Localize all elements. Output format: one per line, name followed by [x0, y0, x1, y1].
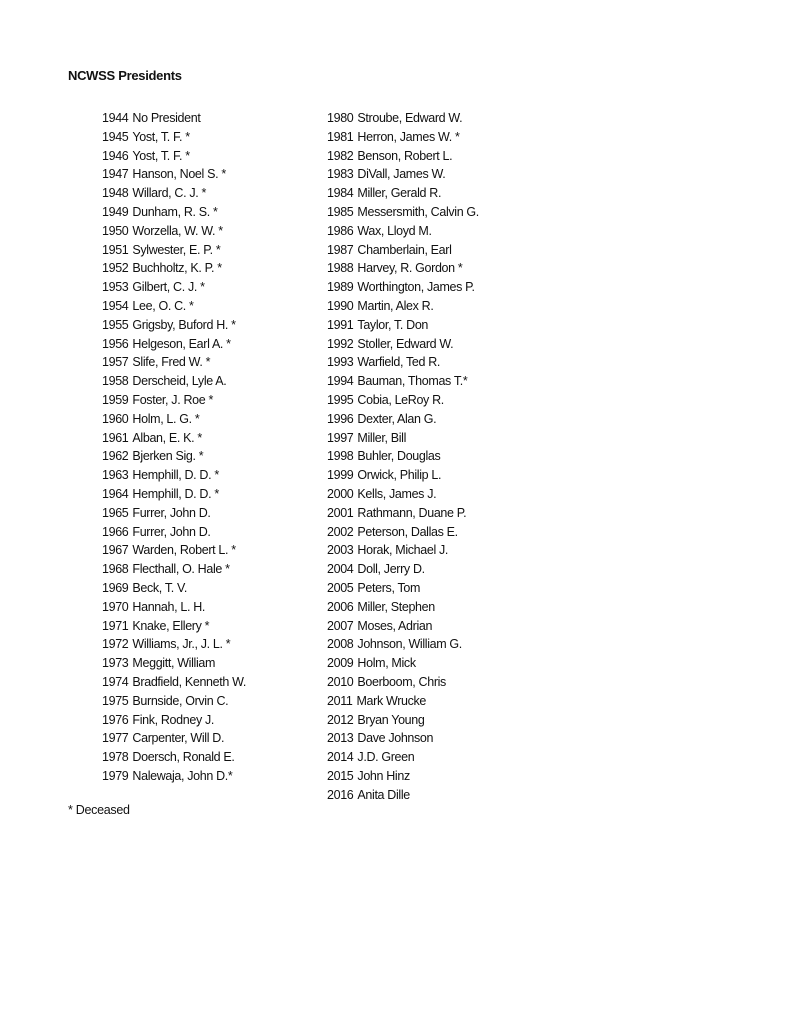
- president-name: Hemphill, D. D. *: [132, 486, 219, 501]
- list-item: [327, 165, 479, 184]
- list-item: [102, 729, 246, 748]
- year: 2000: [327, 486, 354, 501]
- president-name: John Hinz: [357, 768, 410, 783]
- list-item: [327, 297, 479, 316]
- year: 1974: [102, 674, 129, 689]
- list-item: [327, 241, 479, 260]
- list-item: [327, 579, 479, 598]
- list-item: [327, 316, 479, 335]
- year: 1944: [102, 111, 129, 125]
- president-name: Bjerken Sig. *: [132, 449, 204, 464]
- year: 1992: [327, 336, 354, 351]
- list-item: [102, 241, 246, 260]
- list-item: [327, 222, 479, 241]
- list-item: [102, 447, 246, 466]
- president-name: Stoller, Edward W.: [357, 336, 454, 351]
- list-item: [102, 429, 246, 448]
- year: 1991: [327, 317, 354, 332]
- year: 1956: [102, 336, 129, 351]
- list-item: [327, 504, 479, 523]
- list-item: [102, 767, 246, 786]
- president-name: Meggitt, William: [132, 656, 216, 671]
- president-name: Bradfield, Kenneth W.: [132, 674, 246, 689]
- president-name: Johnson, William G.: [357, 637, 462, 652]
- year: 1962: [102, 449, 129, 464]
- list-item: [102, 579, 246, 598]
- president-name: Kells, James J.: [357, 486, 437, 501]
- president-name: Foster, J. Roe *: [132, 392, 213, 407]
- list-item: [102, 466, 246, 485]
- list-item: [327, 372, 479, 391]
- president-name: Peterson, Dallas E.: [357, 524, 458, 539]
- year: 2007: [327, 618, 354, 633]
- president-name: Benson, Robert L.: [357, 148, 453, 163]
- list-item: [327, 673, 479, 692]
- list-item: [327, 711, 479, 730]
- year: 1984: [327, 186, 354, 201]
- president-name: Buchholtz, K. P. *: [132, 261, 222, 276]
- list-item: [102, 485, 246, 504]
- year: 1954: [102, 298, 129, 313]
- list-item: [102, 541, 246, 560]
- year: 1997: [327, 430, 354, 445]
- year: 2006: [327, 599, 354, 614]
- year: 1960: [102, 411, 129, 426]
- year: 1980: [327, 111, 354, 125]
- president-name: Boerboom, Chris: [357, 674, 446, 689]
- list-item: [102, 335, 246, 354]
- year: 2010: [327, 674, 354, 689]
- president-name: Taylor, T. Don: [357, 317, 429, 332]
- year: 1989: [327, 280, 354, 295]
- list-item: [102, 673, 246, 692]
- year: 1982: [327, 148, 354, 163]
- year: 1985: [327, 204, 354, 219]
- year: 1986: [327, 223, 354, 238]
- president-name: Doersch, Ronald E.: [132, 750, 235, 765]
- year: 1978: [102, 750, 129, 765]
- year: 1995: [327, 392, 354, 407]
- list-item: [327, 466, 479, 485]
- year: 2015: [327, 768, 354, 783]
- president-name: Sylwester, E. P. *: [132, 242, 221, 257]
- president-name: Orwick, Philip L.: [357, 468, 442, 483]
- president-name: Fink, Rodney J.: [132, 712, 215, 727]
- list-item: [327, 109, 479, 128]
- list-item: [327, 203, 479, 222]
- list-item: [102, 165, 246, 184]
- year: 2005: [327, 580, 354, 595]
- president-name: Holm, L. G. *: [132, 411, 200, 426]
- year: 1964: [102, 486, 129, 501]
- year: 1971: [102, 618, 129, 633]
- president-name: Chamberlain, Earl: [357, 242, 452, 257]
- president-name: Flecthall, O. Hale *: [132, 562, 230, 577]
- president-name: Horak, Michael J.: [357, 543, 449, 558]
- president-name: Nalewaja, John D.*: [132, 768, 233, 783]
- year: 2016: [327, 787, 354, 802]
- year: 1972: [102, 637, 129, 652]
- list-item: [327, 410, 479, 429]
- list-item: [327, 447, 479, 466]
- year: 2013: [327, 731, 354, 746]
- list-item: [327, 617, 479, 636]
- year: 1968: [102, 562, 129, 577]
- list-item: [102, 147, 246, 166]
- year: 1976: [102, 712, 129, 727]
- list-item: [102, 203, 246, 222]
- president-name: Warden, Robert L. *: [132, 543, 236, 558]
- year: 1949: [102, 204, 129, 219]
- list-item: [102, 128, 246, 147]
- year: 1959: [102, 392, 129, 407]
- president-name: Slife, Fred W. *: [132, 355, 211, 370]
- president-name: Miller, Gerald R.: [357, 186, 442, 201]
- year: 1988: [327, 261, 354, 276]
- list-item: [327, 786, 479, 805]
- list-item: [327, 748, 479, 767]
- president-name: Helgeson, Earl A. *: [132, 336, 231, 351]
- presidents-list-right: [327, 109, 479, 804]
- list-item: [327, 259, 479, 278]
- list-item: [102, 560, 246, 579]
- year: 2003: [327, 543, 354, 558]
- year: 2002: [327, 524, 354, 539]
- list-item: [102, 692, 246, 711]
- president-name: Bryan Young: [357, 712, 425, 727]
- list-item: [102, 222, 246, 241]
- list-item: [102, 523, 246, 542]
- year: 1969: [102, 580, 129, 595]
- year: 1948: [102, 186, 129, 201]
- year: 1975: [102, 693, 129, 708]
- year: 1983: [327, 167, 354, 182]
- year: 1958: [102, 374, 129, 389]
- year: 2014: [327, 750, 354, 765]
- president-name: Stroube, Edward W.: [357, 111, 463, 125]
- year: 1990: [327, 298, 354, 313]
- president-name: No President: [132, 111, 201, 125]
- list-item: [327, 729, 479, 748]
- president-name: Peters, Tom: [357, 580, 421, 595]
- list-item: [102, 391, 246, 410]
- list-item: [327, 541, 479, 560]
- year: 2011: [327, 693, 353, 708]
- year: 1981: [327, 129, 354, 144]
- list-item: [102, 297, 246, 316]
- president-name: DiVall, James W.: [357, 167, 446, 182]
- president-name: Grigsby, Buford H. *: [132, 317, 236, 332]
- year: 1987: [327, 242, 354, 257]
- list-item: [102, 711, 246, 730]
- list-item: [102, 109, 246, 128]
- list-item: [327, 635, 479, 654]
- president-name: Furrer, John D.: [132, 505, 211, 520]
- year: 1955: [102, 317, 129, 332]
- president-name: Dunham, R. S. *: [132, 204, 218, 219]
- year: 1965: [102, 505, 129, 520]
- year: 1977: [102, 731, 129, 746]
- list-item: [102, 278, 246, 297]
- president-name: Worzella, W. W. *: [132, 223, 223, 238]
- list-item: [327, 485, 479, 504]
- year: 1966: [102, 524, 129, 539]
- president-name: Messersmith, Calvin G.: [357, 204, 479, 219]
- president-name: Warfield, Ted R.: [357, 355, 441, 370]
- president-name: Worthington, James P.: [357, 280, 475, 295]
- year: 2001: [327, 505, 354, 520]
- list-item: [327, 184, 479, 203]
- year: 1947: [102, 167, 129, 182]
- list-item: [327, 278, 479, 297]
- president-name: Dave Johnson: [357, 731, 434, 746]
- list-item: [102, 748, 246, 767]
- list-item: [102, 316, 246, 335]
- list-item: [102, 353, 246, 372]
- president-name: Hannah, L. H.: [132, 599, 206, 614]
- list-item: [102, 504, 246, 523]
- list-item: [102, 617, 246, 636]
- list-item: [327, 353, 479, 372]
- president-name: Doll, Jerry D.: [357, 562, 425, 577]
- list-item: [102, 598, 246, 617]
- year: 1973: [102, 656, 129, 671]
- list-item: [102, 259, 246, 278]
- president-name: Miller, Stephen: [357, 599, 435, 614]
- year: 1967: [102, 543, 129, 558]
- year: 1952: [102, 261, 129, 276]
- year: 2009: [327, 656, 354, 671]
- president-name: Yost, T. F. *: [132, 148, 190, 163]
- president-name: Holm, Mick: [357, 656, 416, 671]
- year: 2012: [327, 712, 354, 727]
- president-name: J.D. Green: [357, 750, 415, 765]
- president-name: Harvey, R. Gordon *: [357, 261, 463, 276]
- list-item: [327, 654, 479, 673]
- year: 2008: [327, 637, 354, 652]
- list-item: [327, 560, 479, 579]
- list-item: [327, 767, 479, 786]
- list-item: [102, 635, 246, 654]
- president-name: Derscheid, Lyle A.: [132, 374, 227, 389]
- president-name: Martin, Alex R.: [357, 298, 434, 313]
- year: 2004: [327, 562, 354, 577]
- president-name: Gilbert, C. J. *: [132, 280, 205, 295]
- list-item: [327, 335, 479, 354]
- president-name: Burnside, Orvin C.: [132, 693, 229, 708]
- year: 1994: [327, 374, 354, 389]
- president-name: Furrer, John D.: [132, 524, 211, 539]
- president-name: Mark Wrucke: [356, 693, 427, 708]
- list-item: [327, 128, 479, 147]
- deceased-footnote: * Deceased: [68, 803, 130, 817]
- list-item: [327, 598, 479, 617]
- list-item: [327, 391, 479, 410]
- president-name: Herron, James W. *: [357, 129, 460, 144]
- year: 1993: [327, 355, 354, 370]
- presidents-list-left: [102, 109, 246, 786]
- president-name: Williams, Jr., J. L. *: [132, 637, 231, 652]
- president-name: Hemphill, D. D. *: [132, 468, 219, 483]
- president-name: Bauman, Thomas T.*: [357, 374, 468, 389]
- president-name: Rathmann, Duane P.: [357, 505, 467, 520]
- list-item: [327, 523, 479, 542]
- president-name: Moses, Adrian: [357, 618, 433, 633]
- president-name: Knake, Ellery *: [132, 618, 210, 633]
- president-name: Willard, C. J. *: [132, 186, 206, 201]
- list-item: [102, 184, 246, 203]
- list-item: [327, 147, 479, 166]
- president-name: Miller, Bill: [357, 430, 407, 445]
- president-name: Carpenter, Will D.: [132, 731, 225, 746]
- president-name: Buhler, Douglas: [357, 449, 441, 464]
- year: 1970: [102, 599, 129, 614]
- president-name: Alban, E. K. *: [132, 430, 202, 445]
- president-name: Dexter, Alan G.: [357, 411, 437, 426]
- list-item: [102, 372, 246, 391]
- president-name: Cobia, LeRoy R.: [357, 392, 444, 407]
- page-title: NCWSS Presidents: [68, 68, 182, 83]
- year: 1957: [102, 355, 129, 370]
- year: 1996: [327, 411, 354, 426]
- list-item: [102, 410, 246, 429]
- year: 1953: [102, 280, 129, 295]
- year: 1950: [102, 223, 129, 238]
- year: 1951: [102, 242, 129, 257]
- year: 1946: [102, 148, 129, 163]
- list-item: [327, 692, 479, 711]
- president-name: Hanson, Noel S. *: [132, 167, 226, 182]
- president-name: Yost, T. F. *: [132, 129, 190, 144]
- year: 1998: [327, 449, 354, 464]
- president-name: Anita Dille: [357, 787, 410, 802]
- list-item: [327, 429, 479, 448]
- president-name: Lee, O. C. *: [132, 298, 194, 313]
- year: 1961: [102, 430, 129, 445]
- year: 1945: [102, 129, 129, 144]
- list-item: [102, 654, 246, 673]
- president-name: Beck, T. V.: [132, 580, 187, 595]
- year: 1979: [102, 768, 129, 783]
- year: 1963: [102, 468, 129, 483]
- president-name: Wax, Lloyd M.: [357, 223, 432, 238]
- year: 1999: [327, 468, 354, 483]
